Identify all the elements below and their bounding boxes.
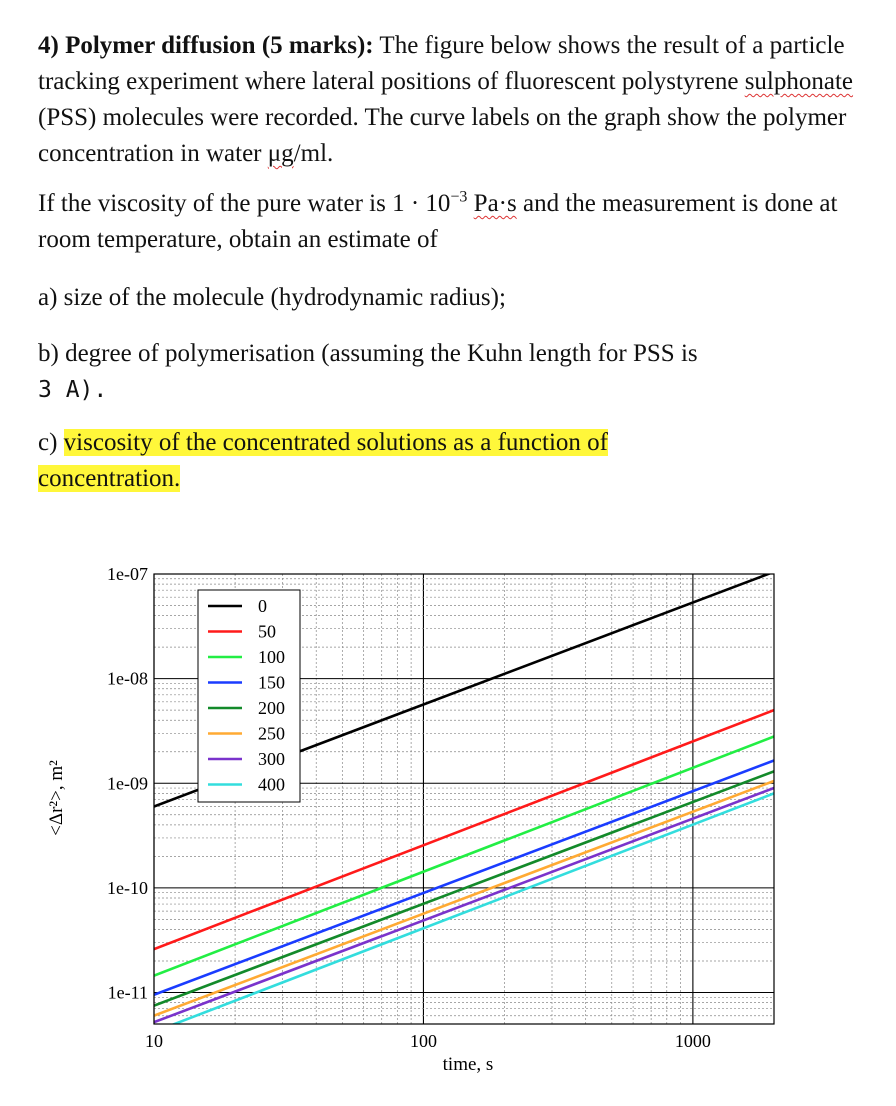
x-tick-label: 100 [409,1031,437,1051]
question-given [38,186,878,258]
part-b-line-2: 3 A). [38,377,108,403]
legend-label-200: 200 [258,698,285,718]
part-c-label: c) [38,429,64,456]
part-a [38,280,878,316]
legend-label-400: 400 [258,774,285,795]
part-b-line-1: b) degree of polymerisation (assuming the Kuhn length for PSS is [38,340,698,367]
given-exponent: −3 [450,188,468,206]
y-tick-label: 1e-08 [107,668,148,689]
x-axis-label: time, s [442,1054,494,1075]
question-heading: 4) Polymer diffusion (5 marks): [38,32,374,59]
y-tick-label: 1e-10 [107,877,148,898]
part-c-highlight-2: concentration. [38,465,181,492]
x-tick-label: 1000 [674,1031,711,1051]
legend-label-0: 0 [258,596,267,616]
part-c-highlight-1: viscosity of the concentrated solutions as a function of [63,429,608,456]
legend-label-100: 100 [258,647,285,667]
legend-label-50: 50 [258,621,276,642]
legend-box [198,590,300,802]
part-b [38,336,878,408]
y-axis-label: <Δr²>, m² [46,760,67,836]
part-c [38,425,878,497]
intro-unit: μg [267,140,294,167]
question-intro [38,28,878,172]
intro-text-2: (PSS) molecules were recorded. The curve labels on the graph show the polymer concentration in water [38,104,847,167]
intro-text-3: /ml. [293,140,334,167]
legend-label-150: 150 [258,672,285,693]
y-tick-label: 1e-09 [107,773,148,794]
intro-text-1: The figure below shows the result of a particle tracking experiment where lateral positions of fluorescent polystyrene [38,32,845,95]
part-a-text: a) size of the molecule (hydrodynamic radius); [38,284,506,311]
legend-label-300: 300 [258,749,285,769]
chart-legend [198,590,300,802]
legend-label-250: 250 [258,723,285,744]
given-text-2: and the measurement is done at room temperature, obtain an estimate of [38,190,838,253]
x-tick-label: 10 [145,1031,163,1051]
given-text-1: If the viscosity of the pure water is 1 · 10 [38,190,451,217]
intro-word-sulphonate: sulphonate [744,68,854,95]
y-tick-label: 1e-11 [107,982,148,1003]
given-unit: Pa·s [473,190,517,217]
y-tick-label: 1e-07 [107,564,148,584]
msd-chart [0,540,896,1100]
series-line-300 [154,788,774,1022]
